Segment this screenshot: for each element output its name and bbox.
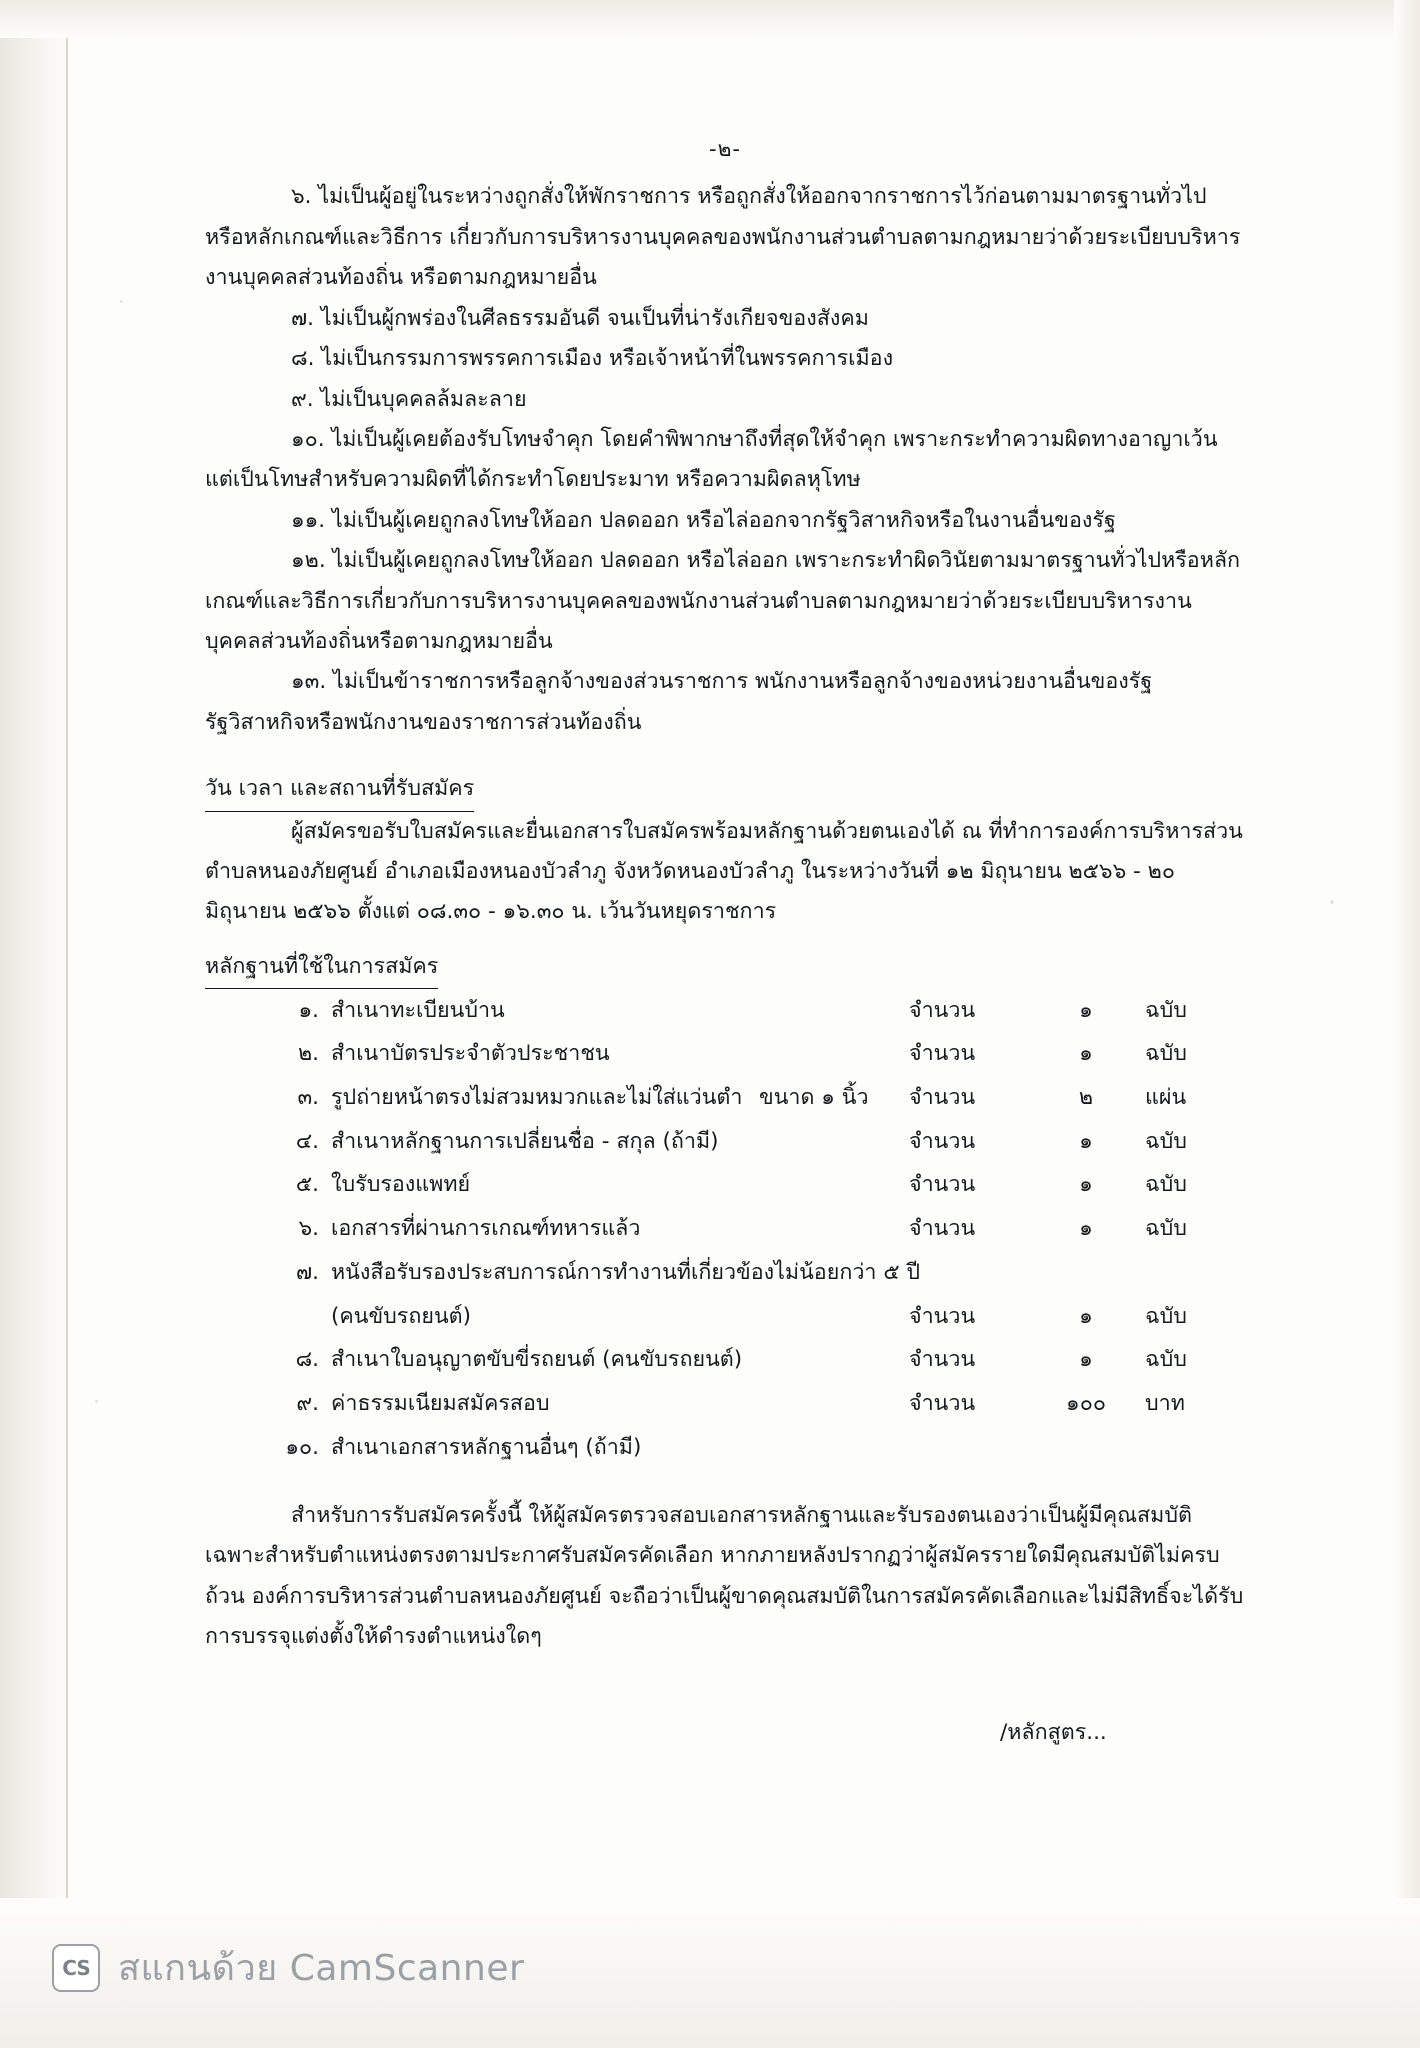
evidence-quantity-word: จำนวน (909, 1303, 976, 1329)
evidence-unit: ฉบับ (1145, 1041, 1187, 1067)
evidence-number: ๓. (297, 1085, 319, 1111)
evidence-size: ขนาด ๑ นิ้ว (759, 1085, 869, 1111)
evidence-unit: บาท (1145, 1390, 1185, 1416)
evidence-count: ๑ (1079, 1347, 1093, 1373)
evidence-unit: ฉบับ (1145, 1303, 1187, 1329)
evidence-quantity-word: จำนวน (909, 1172, 976, 1198)
evidence-count: ๒ (1078, 1085, 1094, 1111)
clause-6: ๖. ไม่เป็นผู้อยู่ในระหว่างถูกสั่งให้พักราชการ หรือถูกสั่งให้ออกจากราชการไว้ก่อนตามมาตรฐานทั่วไป หรือหลักเกณฑ์และวิธีการ เกี่ยวกับการบริหารงานบุคคลของพนักงานส่วนตำบลตามกฎหมายว่าด้วยระเบียบบริหารงานบุคคลส่วนท้องถิ่น หรือตามกฎหมายอื่น (205, 184, 1241, 291)
evidence-number (205, 1295, 331, 1339)
evidence-count: ๑ (1079, 1128, 1093, 1154)
page-number: -๒- (709, 137, 741, 161)
evidence-number: ๗. (295, 1259, 319, 1285)
table-row (205, 1077, 1245, 1121)
clause-7: ๗. ไม่เป็นผู้กพร่องในศีลธรรมอันดี จนเป็นที่น่ารังเกียจของสังคม (291, 305, 869, 331)
evidence-quantity-word: จำนวน (909, 1347, 976, 1373)
evidence-size (759, 989, 909, 1033)
evidence-unit: แผ่น (1145, 1085, 1187, 1111)
evidence-quantity-word: จำนวน (909, 1390, 976, 1416)
clause-12: ๑๒. ไม่เป็นผู้เคยถูกลงโทษให้ออก ปลดออก หรือไล่ออก เพราะกระทำผิดวินัยตามมาตรฐานทั่วไปหรือหลักเกณฑ์และวิธีการเกี่ยวกับการบริหารงานบุคคลของพนักงานส่วนตำบลตามกฎหมายว่าด้วยระเบียบบริหารงานบุคคลส่วนท้องถิ่นหรือตามกฎหมายอื่น (205, 548, 1241, 654)
closing-paragraph: สำหรับการรับสมัครครั้งนี้ ให้ผู้สมัครตรวจสอบเอกสารหลักฐานและรับรองตนเองว่าเป็นผู้มีคุณสมบัติเฉพาะสำหรับตำแหน่งตรงตามประกาศรับสมัครคัดเลือก หากภายหลังปรากฏว่าผู้สมัครรายใดมีคุณสมบัติไม่ครบถ้วน องค์การบริหารส่วนตำบลหนองภัยศูนย์ จะถือว่าเป็นผู้ขาดคุณสมบัติในการสมัครคัดเลือกและไม่มีสิทธิ์จะได้รับการบรรจุแต่งตั้งให้ดำรงตำแหน่งใดๆ (205, 1502, 1244, 1649)
section-datetime-heading: วัน เวลา และสถานที่รับสมัคร (205, 769, 474, 811)
evidence-number: ๘. (295, 1347, 319, 1373)
evidence-label: สำเนาหลักฐานการเปลี่ยนชื่อ - สกุล (ถ้ามี) (331, 1128, 719, 1154)
clause-10: ๑๐. ไม่เป็นผู้เคยต้องรับโทษจำคุก โดยคำพิพากษาถึงที่สุดให้จำคุก เพราะกระทำความผิดทางอาญาเว้นแต่เป็นโทษสำหรับความผิดที่ได้กระทำโดยประมาท หรือความผิดลหุโทษ (205, 426, 1218, 493)
footer-continuation-note: /หลักสูตร... (1000, 1720, 1107, 1745)
table-row (205, 1295, 1245, 1339)
section-evidence-heading: หลักฐานที่ใช้ในการสมัคร (205, 947, 438, 989)
evidence-count: ๑๐๐ (1066, 1390, 1106, 1416)
evidence-label: รูปถ่ายหน้าตรงไม่สวมหมวกและไม่ใส่แว่นตำ (331, 1085, 743, 1111)
evidence-quantity-word: จำนวน (909, 997, 976, 1023)
evidence-count: ๑ (1079, 1216, 1093, 1242)
evidence-size (759, 1339, 909, 1383)
evidence-quantity-word: จำนวน (909, 1128, 976, 1154)
section-datetime-body: ผู้สมัครขอรับใบสมัครและยื่นเอกสารใบสมัครพร้อมหลักฐานด้วยตนเองได้ ณ ที่ทำการองค์การบริหารส่วนตำบลหนองภัยศูนย์ อำเภอเมืองหนองบัวลำภู จังหวัดหนองบัวลำภู ในระหว่างวันที่ ๑๒ มิถุนายน ๒๕๖๖ - ๒๐ มิถุนายน ๒๕๖๖ ตั้งแต่ ๐๘.๓๐ - ๑๖.๓๐ น. เว้นวันหยุดราชการ (205, 818, 1243, 925)
evidence-size (759, 1295, 909, 1339)
evidence-unit: ฉบับ (1145, 1172, 1187, 1198)
table-row (205, 1382, 1245, 1426)
evidence-unit: ฉบับ (1145, 1347, 1187, 1373)
evidence-count: ๑ (1079, 1041, 1093, 1067)
section-datetime-heading-row (205, 769, 1245, 811)
evidence-size (759, 1382, 909, 1426)
evidence-label: ใบรับรองแพทย์ (331, 1172, 471, 1198)
table-row (205, 1120, 1245, 1164)
table-row (205, 1164, 1245, 1208)
evidence-label: สำเนาทะเบียนบ้าน (331, 997, 505, 1023)
evidence-size (759, 1033, 909, 1077)
evidence-unit: ฉบับ (1145, 1128, 1187, 1154)
evidence-size (759, 1120, 909, 1164)
camscanner-label: สแกนด้วย CamScanner (118, 1948, 525, 1989)
clause-9: ๙. ไม่เป็นบุคคลล้มละลาย (291, 386, 527, 412)
evidence-unit: ฉบับ (1145, 997, 1187, 1023)
evidence-size (759, 1208, 909, 1252)
evidence-label: เอกสารที่ผ่านการเกณฑ์ทหารแล้ว (331, 1216, 641, 1242)
clause-13: ๑๓. ไม่เป็นข้าราชการหรือลูกจ้างของส่วนราชการ พนักงานหรือลูกจ้างของหน่วยงานอื่นของรัฐรัฐวิสาหกิจหรือพนักงานของราชการส่วนท้องถิ่น (205, 669, 1153, 735)
table-row (205, 989, 1245, 1033)
table-row (205, 1339, 1245, 1383)
evidence-list-table (205, 989, 1245, 1470)
evidence-quantity-word: จำนวน (909, 1216, 976, 1242)
evidence-number: ๕. (295, 1172, 319, 1198)
evidence-count: ๑ (1079, 1172, 1093, 1198)
table-row (205, 1208, 1245, 1252)
evidence-label: สำเนาเอกสารหลักฐานอื่นๆ (ถ้ามี) (331, 1434, 642, 1460)
evidence-label: สำเนาบัตรประจำตัวประชาชน (331, 1041, 610, 1067)
evidence-label: ค่าธรรมเนียมสมัครสอบ (331, 1390, 550, 1416)
evidence-label: สำเนาใบอนุญาตขับขี่รถยนต์ (คนขับรถยนต์) (331, 1347, 743, 1373)
table-row (205, 1251, 1245, 1295)
section-evidence-heading-row (205, 947, 1245, 989)
evidence-number: ๑. (298, 997, 319, 1023)
evidence-number: ๔. (295, 1128, 319, 1154)
evidence-number: ๖. (298, 1216, 319, 1242)
evidence-count: ๑ (1079, 1303, 1093, 1329)
evidence-label: (คนขับรถยนต์) (331, 1303, 472, 1329)
evidence-number: ๒. (297, 1041, 319, 1067)
camscanner-watermark (52, 1939, 524, 1996)
evidence-number: ๑๐. (285, 1434, 319, 1460)
evidence-label: หนังสือรับรองประสบการณ์การทำงานที่เกี่ยวข้องไม่น้อยกว่า ๕ ปี (331, 1259, 921, 1285)
document-body (205, 130, 1245, 1657)
table-row (205, 1033, 1245, 1077)
evidence-unit: ฉบับ (1145, 1216, 1187, 1242)
clause-11: ๑๑. ไม่เป็นผู้เคยถูกลงโทษให้ออก ปลดออก หรือไล่ออกจากรัฐวิสาหกิจหรือในงานอื่นของรัฐ (291, 507, 1116, 533)
evidence-quantity-word: จำนวน (909, 1041, 976, 1067)
clause-8: ๘. ไม่เป็นกรรมการพรรคการเมือง หรือเจ้าหน้าที่ในพรรคการเมือง (291, 346, 894, 372)
evidence-quantity-word: จำนวน (909, 1085, 976, 1111)
evidence-count: ๑ (1079, 997, 1093, 1023)
evidence-size (759, 1164, 909, 1208)
table-row (205, 1426, 1245, 1470)
camscanner-logo-icon: CS (52, 1944, 100, 1992)
evidence-number: ๙. (296, 1390, 319, 1416)
